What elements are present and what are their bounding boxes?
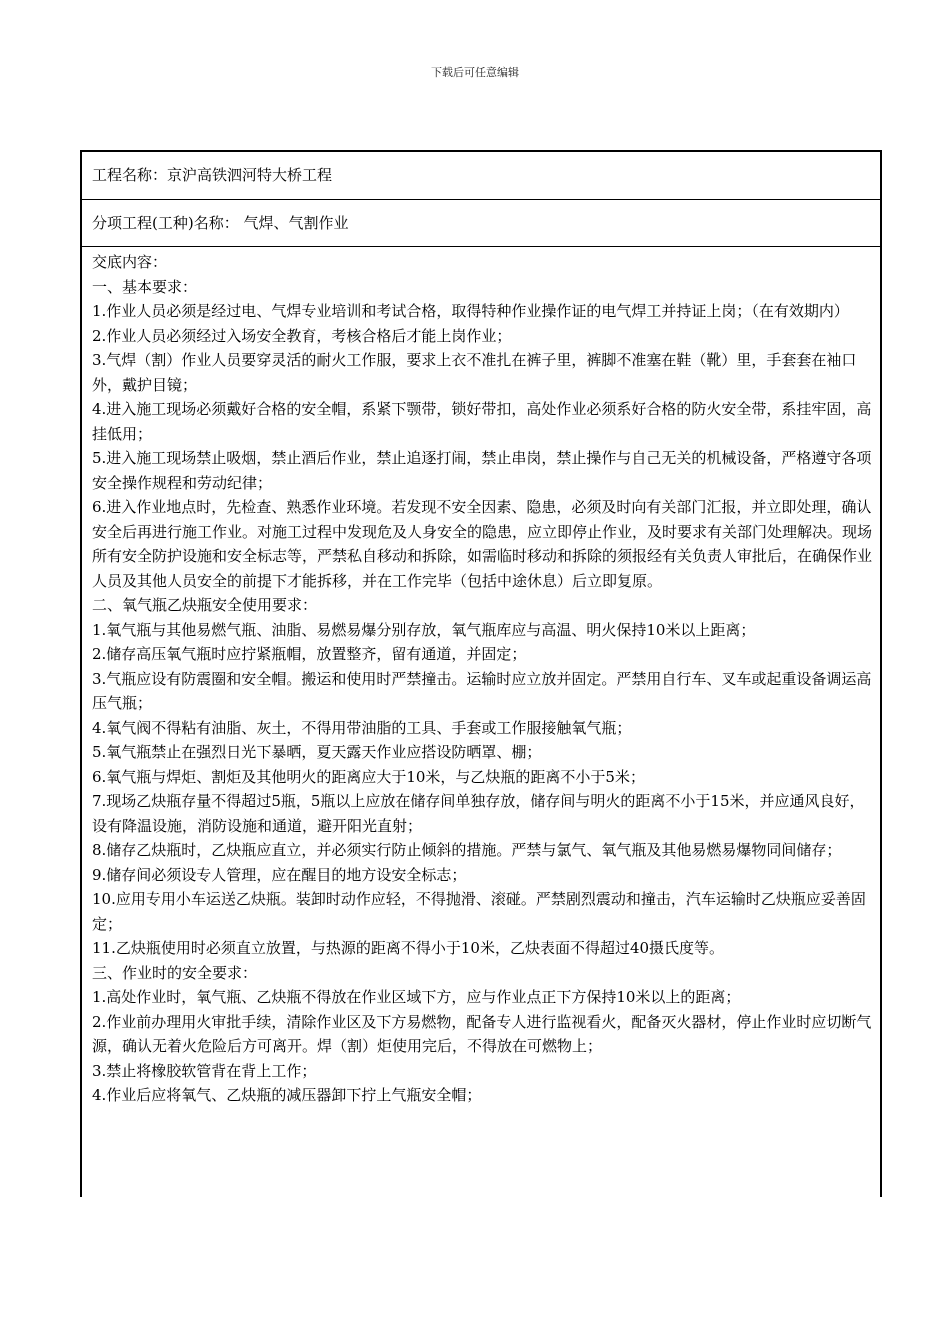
section-heading: 二、氧气瓶乙炔瓶安全使用要求： [92, 596, 318, 614]
content-line: 11.乙炔瓶使用时必须直立放置，与热源的距离不得小于10米，乙炔表面不得超过40摄氏度等。 [92, 939, 725, 957]
content-line: 5.进入施工现场禁止吸烟，禁止酒后作业，禁止追逐打闹，禁止串岗，禁止操作与自己无关的机械设备，严格遵守各项安全操作规程和劳动纪律； [92, 449, 872, 492]
content-line: 5.氧气瓶禁止在强烈日光下暴晒，夏天露天作业应搭设防晒罩、棚； [92, 743, 542, 761]
content-line: 3.气瓶应设有防震圈和安全帽。搬运和使用时严禁撞击。运输时应立放并固定。严禁用自行车、叉车或起重设备调运高压气瓶； [92, 669, 872, 712]
content-line: 1.作业人员必须是经过电、气焊专业培训和考试合格，取得特种作业操作证的电气焊工并持证上岗；（在有效期内） [92, 302, 849, 320]
safety-briefing-table [80, 150, 882, 1197]
content-line: 6.进入作业地点时，先检查、熟悉作业环境。若发现不安全因素、隐患，必须及时向有关部门汇报，并立即处理，确认安全后再进行施工作业。对施工过程中发现危及人身安全的隐患，应立即停止作业，及时要求有关部门处理解决。现场所有安全防护设施和安全标志等，严禁私自移动和拆除，如需临时移动和拆除的须报经有关负责人审批后，在确保作业人员及其他人员安全的前提下才能拆移，并在工作完毕（包括中途休息）后立即复原。 [92, 498, 873, 590]
content-line: 2.作业前办理用火审批手续，清除作业区及下方易燃物，配备专人进行监视看火，配备灭火器材，停止作业时应切断气源，确认无着火危险后方可离开。焊（割）炬使用完后，不得放在可燃物上； [92, 1012, 872, 1055]
content-line: 交底内容： [92, 253, 168, 271]
section-heading: 三、作业时的安全要求： [92, 963, 258, 982]
content-line: 3.禁止将橡胶软管背在背上工作； [92, 1061, 317, 1080]
content-line: 4.进入施工现场必须戴好合格的安全帽，系紧下颚带，锁好带扣，高处作业必须系好合格的防火安全带，系挂牢固，高挂低用； [92, 400, 872, 443]
content-line: 3.气焊（割）作业人员要穿灵活的耐火工作服，要求上衣不准扎在裤子里，裤脚不准塞在鞋（靴）里，手套套在袖口外，戴护目镜； [92, 351, 857, 394]
content-line: 7.现场乙炔瓶存量不得超过5瓶，5瓶以上应放在储存间单独存放，储存间与明火的距离不小于15米，并应通风良好，设有降温设施，消防设施和通道，避开阳光直射； [92, 792, 865, 835]
briefing-content-cell [82, 247, 880, 1197]
content-line: 4.氧气阀不得粘有油脂、灰土，不得用带油脂的工具、手套或工作服接触氧气瓶； [92, 718, 632, 737]
subitem-name-row: 分项工程(工种)名称： 气焊、气割作业 [82, 200, 880, 247]
section-heading: 一、基本要求： [92, 277, 198, 296]
content-line: 9.储存间必须设专人管理，应在醒目的地方设安全标志； [92, 865, 467, 884]
content-line: 1.氧气瓶与其他易燃气瓶、油脂、易燃易爆分别存放，氧气瓶库应与高温、明火保持10米以上距离； [92, 620, 756, 639]
content-line: 4.作业后应将氧气、乙炔瓶的减压器卸下拧上气瓶安全帽； [92, 1086, 482, 1104]
project-name-row: 工程名称：京沪高铁泗河特大桥工程 [82, 152, 880, 200]
content-line: 2.储存高压氧气瓶时应拧紧瓶帽，放置整齐，留有通道，并固定； [92, 645, 527, 663]
content-line: 10.应用专用小车运送乙炔瓶。装卸时动作应轻，不得抛滑、滚碰。严禁剧烈震动和撞击，汽车运输时乙炔瓶应妥善固定； [92, 890, 866, 933]
content-line: 6.氧气瓶与焊炬、割炬及其他明火的距离应大于10米，与乙炔瓶的距离不小于5米； [92, 767, 645, 786]
content-line: 8.储存乙炔瓶时，乙炔瓶应直立，并必须实行防止倾斜的措施。严禁与氯气、氧气瓶及其他易燃易爆物同间储存； [92, 841, 842, 859]
page-header-note: 下载后可任意编辑 [431, 66, 519, 79]
content-line: 2.作业人员必须经过入场安全教育，考核合格后才能上岗作业； [92, 326, 512, 345]
content-line: 1.高处作业时，氧气瓶、乙炔瓶不得放在作业区域下方，应与作业点正下方保持10米以上的距离； [92, 988, 741, 1006]
